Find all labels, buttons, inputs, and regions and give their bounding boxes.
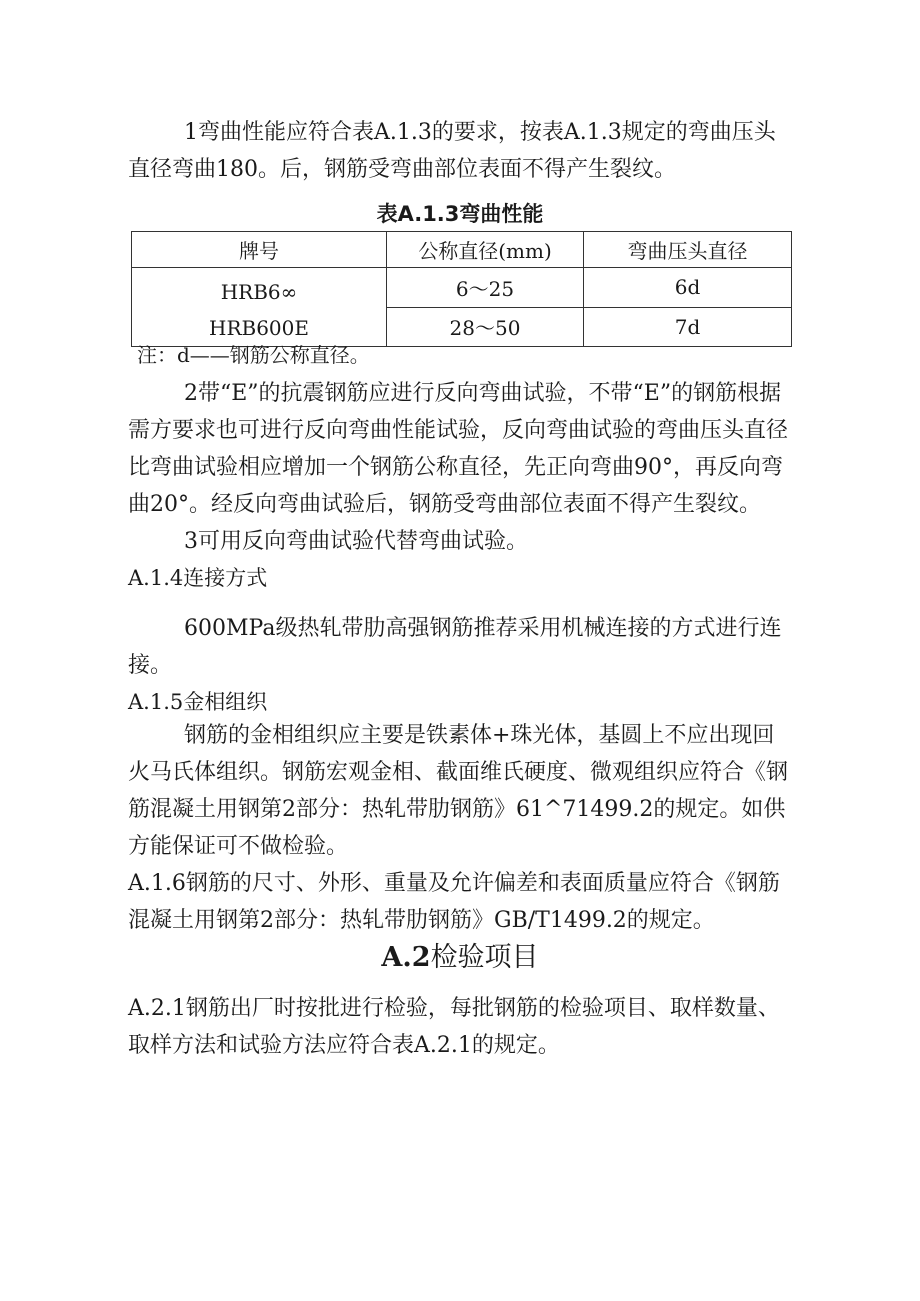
header-bend-diameter: 弯曲压头直径 <box>584 232 792 268</box>
section-title-text: 检验项目 <box>430 942 539 973</box>
diameter-cell: 6～25 <box>387 268 584 308</box>
heading-connection-method: A.1.4连接方式 <box>128 566 268 590</box>
paragraph-substitute-test: 3可用反向弯曲试验代替弯曲试验。 <box>184 529 528 554</box>
table-header-row <box>132 232 792 268</box>
bend-cell: 6d <box>584 268 792 308</box>
diameter-cell: 28～50 <box>387 307 584 347</box>
paragraph-reverse-bend: 2带“E”的抗震钢筋应进行反向弯曲试验，不带“E”的钢筋根据需方要求也可进行反向弯曲性能试验，反向弯曲试验的弯曲压头直径比弯曲试验相应增加一个钢筋公称直径，先正向弯曲90°，再反向弯曲20°。经反向弯曲试验后，钢筋受弯曲部位表面不得产生裂纹。 <box>128 381 789 517</box>
grade-cell <box>132 268 387 347</box>
paragraph-inspection: A.2.1钢筋出厂时按批进行检验，每批钢筋的检验项目、取样数量、取样方法和试验方法应符合表A.2.1的规定。 <box>128 996 780 1058</box>
table-note: 注：d——钢筋公称直径。 <box>137 343 370 367</box>
table-row <box>132 268 792 308</box>
table-caption: 表A.1.3弯曲性能 <box>376 202 544 226</box>
grade-hrb600: HRB6∞ <box>220 280 298 304</box>
section-title-a2 <box>0 940 920 976</box>
bend-performance-table <box>131 231 792 347</box>
header-grade: 牌号 <box>132 232 387 268</box>
paragraph-dimensions: A.1.6钢筋的尺寸、外形、重量及允许偏差和表面质量应符合《钢筋混凝土用钢第2部分：热轧带肋钢筋》GB/T1499.2的规定。 <box>128 871 780 933</box>
paragraph-connection: 600MPa级热轧带肋高强钢筋推荐采用机械连接的方式进行连接。 <box>128 616 782 678</box>
bend-cell: 7d <box>584 307 792 347</box>
grade-hrb600e: HRB600E <box>209 316 309 340</box>
paragraph-bend-requirement: 1弯曲性能应符合表A.1.3的要求，按表A.1.3规定的弯曲压头直径弯曲180。后，钢筋受弯曲部位表面不得产生裂纹。 <box>128 120 776 182</box>
header-diameter: 公称直径(mm) <box>387 232 584 268</box>
section-number: A.2 <box>381 942 431 973</box>
heading-metallographic: A.1.5金相组织 <box>128 690 268 714</box>
paragraph-metallographic: 钢筋的金相组织应主要是铁素体+珠光体，基圆上不应出现回火马氏体组织。钢筋宏观金相、截面维氏硬度、微观组织应符合《钢筋混凝土用钢第2部分：热轧带肋钢筋》61^71499.2的规定。如供方能保证可不做检验。 <box>128 723 789 859</box>
